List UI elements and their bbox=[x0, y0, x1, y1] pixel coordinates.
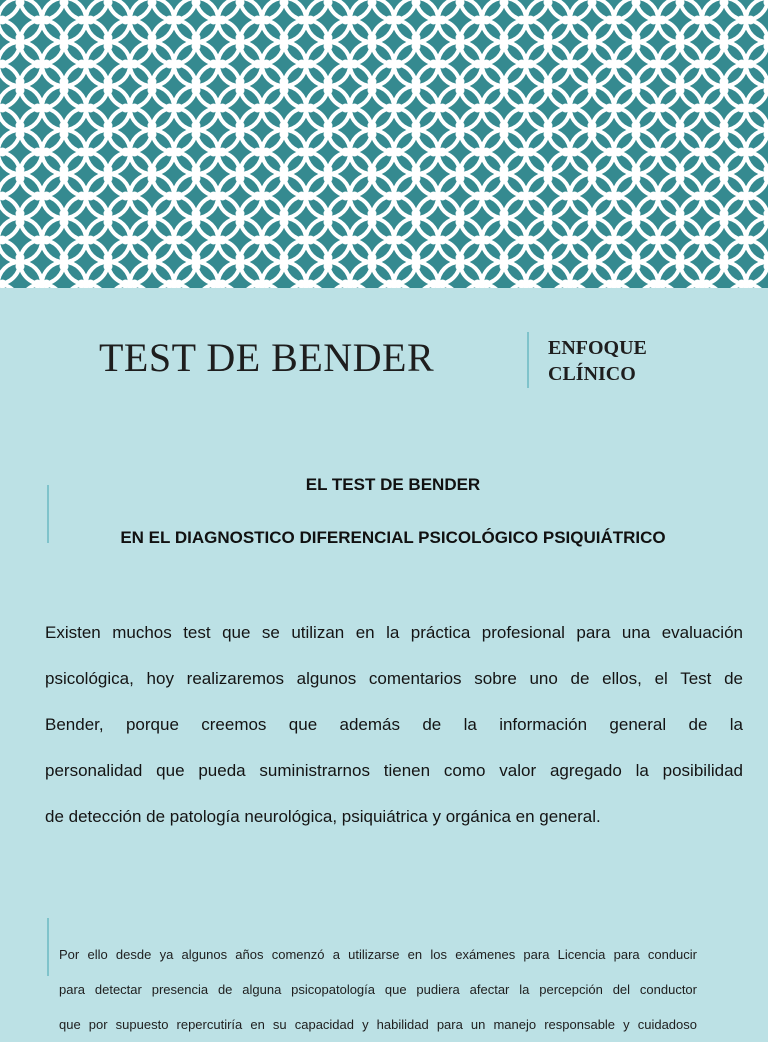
title-divider bbox=[527, 332, 529, 388]
intro-paragraph bbox=[45, 610, 743, 840]
accent-bar bbox=[47, 918, 49, 976]
paragraph-line: de detección de patología neurológica, psiquiátrica y orgánica en general. bbox=[45, 807, 601, 826]
subtitle-line-2: CLÍNICO bbox=[548, 363, 636, 385]
paragraph-line: Por ello desde ya algunos años comenzó a utilizarse en los exámenes para Licencia para conducir bbox=[59, 947, 697, 962]
paragraph-line: psicológica, hoy realizaremos algunos comentarios sobre uno de ellos, el Test de bbox=[45, 669, 743, 688]
paragraph-line: personalidad que pueda suministrarnos tienen como valor agregado la posibilidad bbox=[45, 761, 743, 780]
section-heading: EL TEST DE BENDER bbox=[305, 475, 481, 494]
decorative-pattern-banner bbox=[0, 0, 768, 288]
section-subheading: EN EL DIAGNOSTICO DIFERENCIAL PSICOLÓGICO PSIQUIÁTRICO bbox=[120, 528, 666, 547]
interlocking-circles-pattern bbox=[0, 0, 768, 288]
secondary-paragraph bbox=[59, 937, 697, 1042]
paragraph-line: que por supuesto repercutiría en su capacidad y habilidad para un manejo responsable y cuidadoso bbox=[59, 1017, 697, 1032]
page-title: TEST DE BENDER bbox=[99, 335, 435, 380]
paragraph-line: Existen muchos test que se utilizan en la práctica profesional para una evaluación bbox=[45, 623, 743, 642]
subtitle-line-1: ENFOQUE bbox=[548, 337, 647, 359]
paragraph-line: para detectar presencia de alguna psicopatología que pudiera afectar la percepción del conductor bbox=[59, 982, 697, 997]
page-subtitle bbox=[548, 335, 647, 387]
paragraph-line: Bender, porque creemos que además de la información general de la bbox=[45, 715, 743, 734]
